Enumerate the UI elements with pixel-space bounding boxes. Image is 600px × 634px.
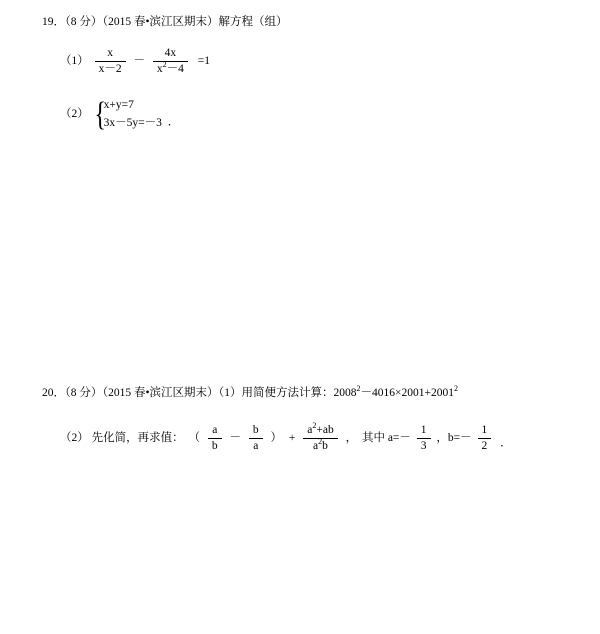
problem-20-points: （8 分）: [65, 387, 103, 399]
fraction-denominator: [153, 62, 188, 76]
problem-20-exp-b: 2: [454, 384, 459, 394]
system-equation-2: 3x－5y=－3: [103, 116, 162, 129]
problem-19-number: 19: [42, 16, 54, 28]
problem-20: [42, 385, 582, 454]
comma-separator: ，: [345, 432, 358, 445]
problem-19-part-2: [42, 97, 582, 133]
fraction-4x-over-x-squared-minus-4: [153, 47, 188, 76]
num-exponent: 2: [312, 421, 317, 431]
problem-20-expr-a: 2008: [333, 387, 357, 399]
problem-20-prompt: （1）用简便方法计算：: [218, 387, 334, 399]
condition-text-b: ，b=－: [436, 432, 472, 445]
fraction-denominator: 3: [420, 440, 427, 453]
open-paren: （: [188, 432, 200, 445]
den-exponent: 2: [318, 437, 323, 447]
fraction-denominator: x－2: [98, 63, 122, 76]
problem-20-number: 20: [42, 387, 54, 399]
fraction-numerator: 1: [417, 424, 431, 439]
problem-20-source: （2015 春•滨江区期末）: [102, 387, 219, 399]
fraction-denominator: 2: [481, 440, 488, 453]
problem-20-part-2-lead: 先化简，再求值：: [91, 432, 184, 445]
fraction-one-half: [478, 424, 492, 453]
problem-19-prompt: 解方程（组）: [218, 16, 288, 28]
problem-19-source: （2015 春•滨江区期末）: [102, 16, 219, 28]
system-equation-1: x+y=7: [103, 98, 134, 111]
close-paren: ）: [270, 432, 282, 445]
problem-19-heading: [42, 14, 582, 31]
trailing-period: ．: [500, 437, 512, 450]
problem-20-part-2: [42, 421, 582, 453]
den-base: a: [313, 440, 319, 453]
problem-19-part-1: [42, 47, 582, 76]
condition-text-a: 其中 a=－: [361, 432, 411, 445]
fraction-numerator: 1: [478, 424, 492, 439]
fraction-a-over-b: [208, 424, 222, 453]
problem-20-part-2-label: （2）: [60, 432, 89, 445]
problem-19: [42, 14, 582, 132]
system-trailing-period: ．: [167, 116, 180, 129]
equation-right-side: =1: [197, 55, 210, 68]
fraction-one-third: [417, 424, 431, 453]
num-base: a: [307, 424, 313, 437]
problem-19-dot: ．: [53, 16, 65, 28]
plus-operator: +: [288, 432, 296, 445]
problem-20-dot: ．: [53, 387, 65, 399]
fraction-numerator: x: [95, 47, 126, 62]
problem-19-part-2-label: （2）: [60, 107, 89, 120]
den-tail: －4: [166, 63, 184, 76]
fraction-numerator: a: [208, 424, 222, 439]
num-tail: +ab: [316, 424, 334, 437]
den-tail: b: [322, 440, 328, 453]
minus-operator: －: [133, 55, 145, 68]
problem-19-points: （8 分）: [65, 16, 103, 28]
den-base: x: [156, 63, 163, 76]
problem-20-exp-a: 2: [356, 384, 361, 394]
den-exponent: 2: [162, 60, 167, 70]
problem-20-expr-mid: －4016×2001+2001: [360, 387, 455, 399]
fraction-a-squared-plus-ab-over-a-squared-b: [303, 421, 337, 453]
fraction-denominator: b: [211, 440, 218, 453]
fraction-b-over-a: [249, 424, 263, 453]
fraction-denominator: a: [253, 440, 259, 453]
problem-19-part-1-label: （1）: [60, 55, 89, 68]
fraction-numerator: 4x: [153, 47, 188, 62]
equation-system: [92, 97, 162, 133]
problem-20-heading: [42, 385, 582, 402]
fraction-numerator: b: [249, 424, 263, 439]
fraction-denominator: [303, 439, 337, 453]
fraction-x-over-x-minus-2: [95, 47, 126, 76]
minus-operator: －: [229, 432, 241, 445]
brace-glyph: {: [94, 95, 106, 133]
